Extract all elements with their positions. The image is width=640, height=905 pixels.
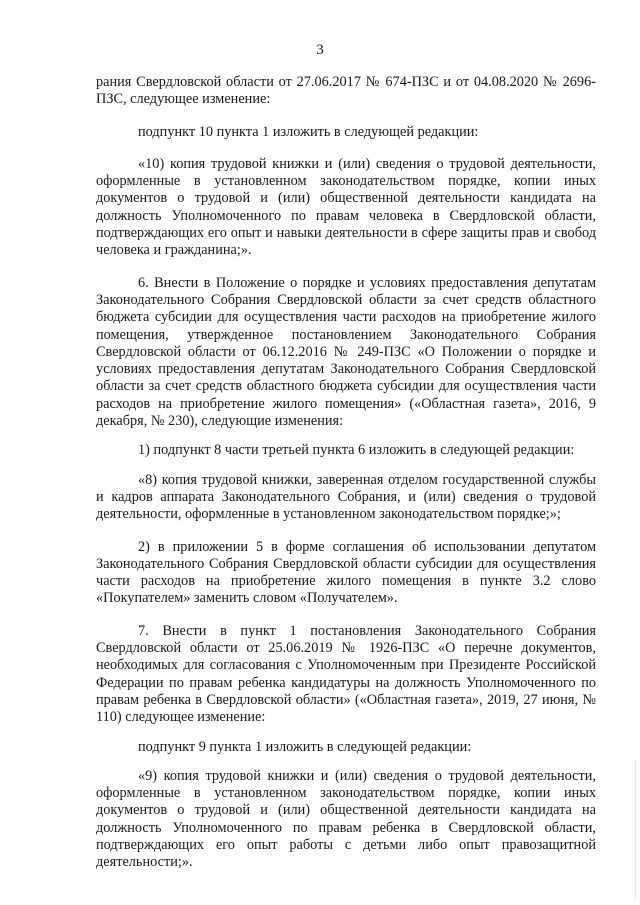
page-number: 3 — [316, 42, 324, 58]
paragraph-item-7: 7. Внести в пункт 1 постановления Законодательного Собрания Свердловской области от 25.06.2019 № 1926-ПЗС «О перечне документов, необходимых для согласования с Уполномоченным при Президенте Российской Федерации по правам ребенка кандидатуры на должность Уполномоченного по правам ребенка в Свердловской области» («Областная газета», 2019, 27 июня, № 110) следующее изменение: — [96, 622, 596, 726]
paragraph-item-6-2: 2) в приложении 5 в форме соглашения об использовании депутатом Законодательного Собрания Свердловской области субсидии для осуществления части расходов на приобретение жилого помещения в пункте 3.2 слово «Покупателем» заменить словом «Получателем». — [96, 538, 596, 607]
document-body — [96, 74, 596, 872]
paragraph-subpoint-9-text: «9) копия трудовой книжки и (или) сведения о трудовой деятельности, оформленные в установленном законодательством порядке, копии иных документов о трудовой и (или) общественной деятельности кандидата на должность Уполномоченного по правам ребенка в Свердловской области, подтверждающих его опыт работы с детьми либо опыт правозащитной деятельности;». — [96, 767, 596, 871]
paragraph-continuation: рания Свердловской области от 27.06.2017 № 674-ПЗС и от 04.08.2020 № 2696-ПЗС, следующее изменение: — [96, 74, 596, 108]
paragraph-subpoint-8-text: «8) копия трудовой книжки, заверенная отделом государственной службы и кадров аппарата Законодательного Собрания, и (или) сведения о трудовой деятельности, оформленные в установленном законодательством порядке;»; — [96, 471, 596, 523]
paragraph-subpoint-9-intro: подпункт 9 пункта 1 изложить в следующей редакции: — [138, 738, 472, 755]
scan-edge-line — [635, 760, 636, 900]
paragraph-subpoint-10-intro: подпункт 10 пункта 1 изложить в следующей редакции: — [138, 123, 479, 140]
paragraph-item-6: 6. Внести в Положение о порядке и условиях предоставления депутатам Законодательного Собрания Свердловской области за счет средств областного бюджета субсидии для осуществления части расходов на приобретение жилого помещения, утвержденное постановлением Законодательного Собрания Свердловской области от 06.12.2016 № 249-ПЗС «О Положении о порядке и условиях предоставления депутатам Законодательного Собрания Свердловской области за счет средств областного бюджета субсидии для осуществления части расходов на приобретение жилого помещения» («Областная газета», 2016, 9 декабря, № 230), следующие изменения: — [96, 274, 596, 430]
paragraph-item-6-1: 1) подпункт 8 части третьей пункта 6 изложить в следующей редакции: — [138, 442, 575, 459]
paragraph-subpoint-10-text: «10) копия трудовой книжки и (или) сведения о трудовой деятельности, оформленные в установленном законодательством порядке, копии иных документов о трудовой и (или) общественной деятельности кандидата на должность Уполномоченного по правам человека в Свердловской области, подтверждающих его опыт и навыки деятельности в сфере защиты прав и свобод человека и гражданина;». — [96, 155, 596, 259]
